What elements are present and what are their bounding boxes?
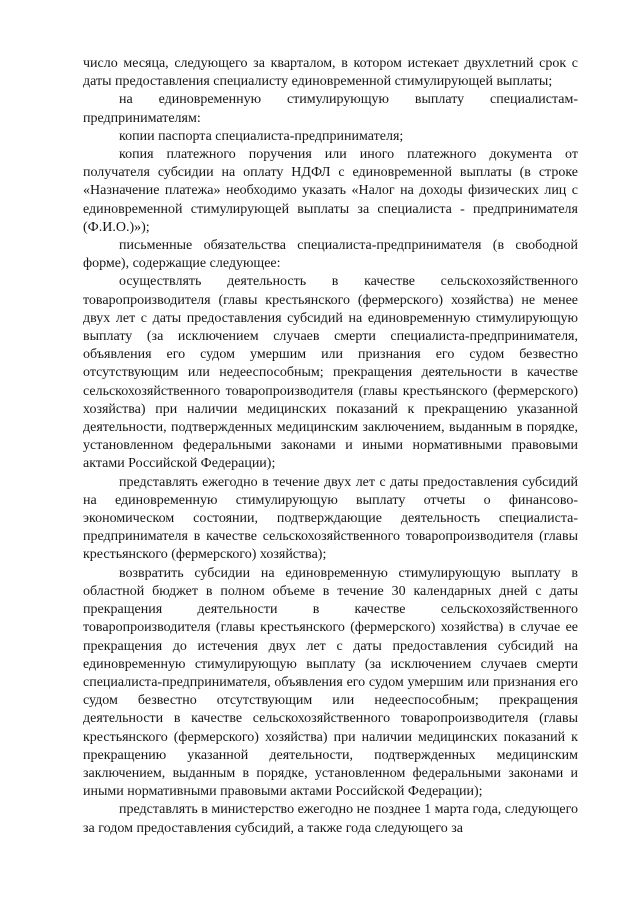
paragraph-entrepreneur-heading: на единовременную стимулирующую выплату специалистам-предпринимателям: (83, 92, 578, 126)
paragraph-obligation-activity: осуществлять деятельность в качестве сельскохозяйственного товаропроизводителя (главы крестьянского (фермерского) хозяйства) не менее двух лет с даты предоставления субсидий на единовременную стимулирующую выплату (за исключением случаев смерти специалиста-предпринимателя, объявления его судом умершим или признания его судом безвестно отсутствующим или недееспособным; прекращения деятельности в качестве сельскохозяйственного товаропроизводителя (главы крестьянского (фермерского) хозяйства) при наличии медицинских показаний к прекращению указанной деятельности, подтвержденных медицинским заключением, выданным в порядке, установленном федеральными законами и иными нормативными правовыми актами Российской Федерации); (83, 274, 578, 472)
paragraph-obligation-reports: представлять ежегодно в течение двух лет с даты предоставления субсидий на единовременную стимулирующую выплату отчеты о финансово-экономическом состоянии, подтверждающие деятельность специалиста-предпринимателя в качестве сельскохозяйственного товаропроизводителя (главы крестьянского (фермерского) хозяйства); (83, 474, 578, 563)
paragraph-payment-order-copy: копия платежного поручения или иного платежного документа от получателя субсидии на оплату НДФЛ с единовременной выплаты (в строке «Назначение платежа» необходимо указать «Налог на доходы физических лиц с единовременной стимулирующей выплаты за специалиста - предпринимателя (Ф.И.О.)»); (83, 147, 578, 235)
paragraph-obligation-refund: возвратить субсидии на единовременную стимулирующую выплату в областной бюджет в полном объеме в течение 30 календарных дней с даты прекращения деятельности в качестве сельскохозяйственного товаропроизводителя (главы крестьянского (фермерского) хозяйства) в случае ее прекращения до истечения двух лет с даты предоставления субсидий на единовременную стимулирующую выплату (за исключением случаев смерти специалиста-предпринимателя, объявления его судом умершим или признания его судом безвестно отсутствующим или недееспособным; прекращения деятельности в качестве сельскохозяйственного товаропроизводителя (главы крестьянского (фермерского) хозяйства) при наличии медицинских показаний к прекращению указанной деятельности, подтвержденных медицинским заключением, выданным в порядке, установленном федеральными законами и иными нормативными правовыми актами Российской Федерации); (83, 565, 578, 800)
paragraph-written-obligations: письменные обязательства специалиста-предпринимателя (в свободной форме), содержащие следующее: (83, 238, 578, 272)
paragraph-passport-copy: копии паспорта специалиста-предпринимателя; (119, 128, 404, 144)
paragraph-obligation-ministry: представлять в министерство ежегодно не позднее 1 марта года, следующего за годом предоставления субсидий, а также года следующего за (83, 802, 578, 836)
paragraph-deadline-continuation: число месяца, следующего за кварталом, в котором истекает двухлетний срок с даты предоставления специалисту единовременной стимулирующей выплаты; (83, 56, 578, 90)
